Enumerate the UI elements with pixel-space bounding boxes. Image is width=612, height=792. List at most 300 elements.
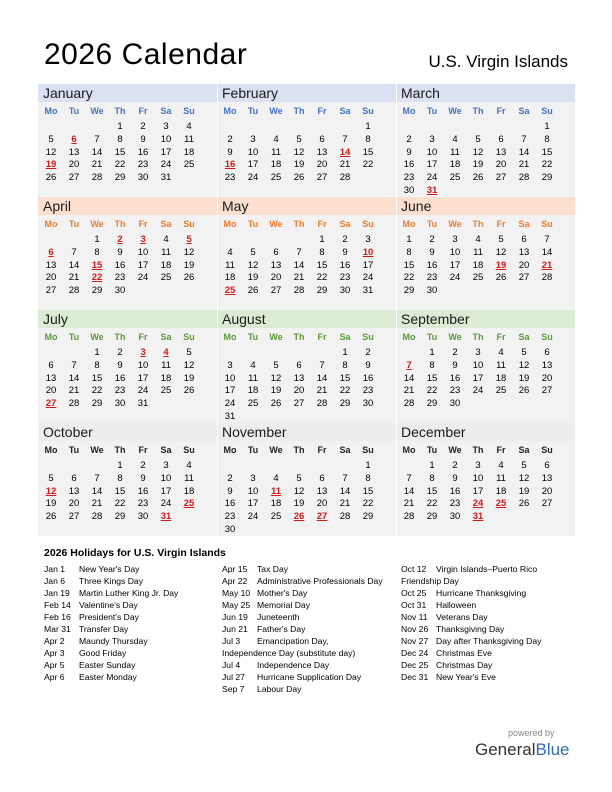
day-cell[interactable]: 2 xyxy=(227,472,233,484)
day-cell[interactable]: 19 xyxy=(518,372,530,384)
day-cell[interactable]: 12 xyxy=(472,146,484,158)
day-cell[interactable]: 5 xyxy=(521,347,527,358)
day-cell[interactable]: 6 xyxy=(296,359,302,371)
day-cell[interactable]: 28 xyxy=(68,398,80,410)
day-cell[interactable]: 16 xyxy=(137,485,149,497)
day-cell[interactable]: 13 xyxy=(68,485,80,497)
day-cell[interactable]: 24 xyxy=(247,511,259,523)
day-cell[interactable]: 31 xyxy=(160,172,172,184)
day-cell[interactable]: 28 xyxy=(316,398,328,410)
day-cell[interactable]: 13 xyxy=(316,146,328,158)
day-cell[interactable]: 15 xyxy=(541,146,553,158)
day-cell[interactable]: 7 xyxy=(521,133,527,145)
day-cell[interactable]: 22 xyxy=(91,385,103,397)
day-cell[interactable]: 20 xyxy=(541,485,553,497)
day-cell[interactable]: 24 xyxy=(137,385,149,397)
day-cell[interactable]: 21 xyxy=(68,385,80,397)
day-cell[interactable]: 24 xyxy=(247,172,259,184)
day-cell[interactable]: 10 xyxy=(160,133,172,145)
day-cell[interactable]: 21 xyxy=(91,498,103,510)
day-cell[interactable]: 11 xyxy=(496,472,506,484)
day-cell[interactable]: 20 xyxy=(270,272,282,284)
day-cell[interactable]: 8 xyxy=(365,133,371,145)
day-cell[interactable]: 18 xyxy=(449,159,461,171)
holiday-day-cell[interactable]: 3 xyxy=(140,234,146,245)
day-cell[interactable]: 12 xyxy=(183,246,195,258)
day-cell[interactable]: 2 xyxy=(452,460,458,471)
day-cell[interactable]: 29 xyxy=(316,285,328,297)
day-cell[interactable]: 16 xyxy=(449,485,461,497)
day-cell[interactable]: 15 xyxy=(114,485,126,497)
holiday-day-cell[interactable]: 2 xyxy=(117,234,123,245)
day-cell[interactable]: 20 xyxy=(68,159,80,171)
day-cell[interactable]: 3 xyxy=(163,121,169,132)
day-cell[interactable]: 30 xyxy=(403,185,415,196)
day-cell[interactable]: 12 xyxy=(518,359,530,371)
day-cell[interactable]: 13 xyxy=(495,146,507,158)
day-cell[interactable]: 17 xyxy=(160,485,172,497)
day-cell[interactable]: 11 xyxy=(473,246,483,258)
day-cell[interactable]: 8 xyxy=(429,472,435,484)
day-cell[interactable]: 18 xyxy=(183,146,195,158)
day-cell[interactable]: 18 xyxy=(270,159,282,171)
day-cell[interactable]: 15 xyxy=(426,485,438,497)
day-cell[interactable]: 3 xyxy=(250,133,256,145)
day-cell[interactable]: 26 xyxy=(247,285,259,297)
day-cell[interactable]: 9 xyxy=(365,359,371,371)
day-cell[interactable]: 27 xyxy=(68,511,80,523)
day-cell[interactable]: 8 xyxy=(319,246,325,258)
day-cell[interactable]: 23 xyxy=(339,272,351,284)
day-cell[interactable]: 21 xyxy=(68,272,80,284)
day-cell[interactable]: 29 xyxy=(91,398,103,410)
day-cell[interactable]: 27 xyxy=(518,272,530,284)
day-cell[interactable]: 11 xyxy=(184,133,194,145)
day-cell[interactable]: 28 xyxy=(293,285,305,297)
day-cell[interactable]: 14 xyxy=(68,372,80,384)
holiday-day-cell[interactable]: 5 xyxy=(186,234,192,245)
day-cell[interactable]: 12 xyxy=(293,485,305,497)
day-cell[interactable]: 7 xyxy=(319,359,325,371)
day-cell[interactable]: 17 xyxy=(449,259,461,271)
day-cell[interactable]: 31 xyxy=(224,411,236,422)
day-cell[interactable]: 5 xyxy=(521,460,527,471)
day-cell[interactable]: 16 xyxy=(224,498,236,510)
day-cell[interactable]: 7 xyxy=(71,246,77,258)
day-cell[interactable]: 8 xyxy=(429,359,435,371)
day-cell[interactable]: 1 xyxy=(365,121,371,132)
day-cell[interactable]: 23 xyxy=(114,385,126,397)
day-cell[interactable]: 2 xyxy=(406,133,412,145)
day-cell[interactable]: 12 xyxy=(270,372,282,384)
day-cell[interactable]: 25 xyxy=(449,172,461,184)
day-cell[interactable]: 14 xyxy=(91,485,103,497)
day-cell[interactable]: 24 xyxy=(362,272,374,284)
holiday-day-cell[interactable]: 31 xyxy=(160,511,172,523)
day-cell[interactable]: 11 xyxy=(496,359,506,371)
day-cell[interactable]: 3 xyxy=(250,472,256,484)
day-cell[interactable]: 6 xyxy=(71,472,77,484)
day-cell[interactable]: 20 xyxy=(293,385,305,397)
day-cell[interactable]: 19 xyxy=(45,498,57,510)
day-cell[interactable]: 30 xyxy=(137,511,149,523)
day-cell[interactable]: 28 xyxy=(339,511,351,523)
day-cell[interactable]: 9 xyxy=(452,359,458,371)
holiday-day-cell[interactable]: 31 xyxy=(472,511,484,523)
day-cell[interactable]: 28 xyxy=(68,285,80,297)
day-cell[interactable]: 12 xyxy=(495,246,507,258)
day-cell[interactable]: 22 xyxy=(316,272,328,284)
day-cell[interactable]: 29 xyxy=(541,172,553,184)
day-cell[interactable]: 15 xyxy=(426,372,438,384)
day-cell[interactable]: 2 xyxy=(140,121,146,132)
day-cell[interactable]: 13 xyxy=(68,146,80,158)
day-cell[interactable]: 13 xyxy=(293,372,305,384)
day-cell[interactable]: 19 xyxy=(518,485,530,497)
day-cell[interactable]: 12 xyxy=(293,146,305,158)
day-cell[interactable]: 5 xyxy=(186,347,192,358)
day-cell[interactable]: 30 xyxy=(449,511,461,523)
day-cell[interactable]: 15 xyxy=(362,146,374,158)
day-cell[interactable]: 10 xyxy=(160,472,172,484)
day-cell[interactable]: 24 xyxy=(224,398,236,410)
day-cell[interactable]: 26 xyxy=(472,172,484,184)
day-cell[interactable]: 16 xyxy=(114,372,126,384)
day-cell[interactable]: 19 xyxy=(293,159,305,171)
day-cell[interactable]: 16 xyxy=(362,372,374,384)
day-cell[interactable]: 13 xyxy=(270,259,282,271)
day-cell[interactable]: 29 xyxy=(362,511,374,523)
day-cell[interactable]: 1 xyxy=(117,460,123,471)
holiday-day-cell[interactable]: 26 xyxy=(293,511,305,523)
day-cell[interactable]: 16 xyxy=(339,259,351,271)
day-cell[interactable]: 18 xyxy=(224,272,236,284)
day-cell[interactable]: 7 xyxy=(544,234,550,245)
day-cell[interactable]: 7 xyxy=(296,246,302,258)
day-cell[interactable]: 7 xyxy=(94,133,100,145)
day-cell[interactable]: 4 xyxy=(250,359,256,371)
day-cell[interactable]: 19 xyxy=(293,498,305,510)
day-cell[interactable]: 28 xyxy=(518,172,530,184)
day-cell[interactable]: 18 xyxy=(270,498,282,510)
day-cell[interactable]: 15 xyxy=(91,372,103,384)
holiday-day-cell[interactable]: 24 xyxy=(472,498,484,510)
holiday-day-cell[interactable]: 21 xyxy=(541,259,553,271)
day-cell[interactable]: 5 xyxy=(498,234,504,245)
day-cell[interactable]: 13 xyxy=(541,359,553,371)
day-cell[interactable]: 13 xyxy=(316,485,328,497)
day-cell[interactable]: 30 xyxy=(449,398,461,410)
day-cell[interactable]: 3 xyxy=(227,359,233,371)
day-cell[interactable]: 11 xyxy=(271,146,281,158)
day-cell[interactable]: 13 xyxy=(45,259,57,271)
day-cell[interactable]: 23 xyxy=(114,272,126,284)
day-cell[interactable]: 29 xyxy=(403,285,415,297)
day-cell[interactable]: 16 xyxy=(449,372,461,384)
day-cell[interactable]: 22 xyxy=(426,385,438,397)
day-cell[interactable]: 17 xyxy=(160,146,172,158)
day-cell[interactable]: 25 xyxy=(495,385,507,397)
day-cell[interactable]: 23 xyxy=(449,385,461,397)
day-cell[interactable]: 21 xyxy=(316,385,328,397)
day-cell[interactable]: 18 xyxy=(495,372,507,384)
day-cell[interactable]: 8 xyxy=(94,359,100,371)
day-cell[interactable]: 26 xyxy=(293,172,305,184)
day-cell[interactable]: 10 xyxy=(426,146,438,158)
day-cell[interactable]: 3 xyxy=(475,347,481,358)
day-cell[interactable]: 2 xyxy=(429,234,435,245)
day-cell[interactable]: 21 xyxy=(339,159,351,171)
day-cell[interactable]: 19 xyxy=(247,272,259,284)
day-cell[interactable]: 12 xyxy=(183,359,195,371)
day-cell[interactable]: 27 xyxy=(495,172,507,184)
day-cell[interactable]: 25 xyxy=(270,511,282,523)
day-cell[interactable]: 2 xyxy=(365,347,371,358)
day-cell[interactable]: 22 xyxy=(426,498,438,510)
day-cell[interactable]: 11 xyxy=(184,472,194,484)
day-cell[interactable]: 31 xyxy=(362,285,374,297)
day-cell[interactable]: 1 xyxy=(342,347,348,358)
day-cell[interactable]: 8 xyxy=(117,472,123,484)
day-cell[interactable]: 19 xyxy=(472,159,484,171)
day-cell[interactable]: 24 xyxy=(449,272,461,284)
day-cell[interactable]: 22 xyxy=(114,159,126,171)
day-cell[interactable]: 13 xyxy=(518,246,530,258)
day-cell[interactable]: 7 xyxy=(406,472,412,484)
day-cell[interactable]: 2 xyxy=(140,460,146,471)
day-cell[interactable]: 14 xyxy=(518,146,530,158)
day-cell[interactable]: 18 xyxy=(160,259,172,271)
day-cell[interactable]: 18 xyxy=(495,485,507,497)
day-cell[interactable]: 8 xyxy=(544,133,550,145)
day-cell[interactable]: 15 xyxy=(403,259,415,271)
day-cell[interactable]: 14 xyxy=(541,246,553,258)
day-cell[interactable]: 22 xyxy=(362,498,374,510)
day-cell[interactable]: 16 xyxy=(426,259,438,271)
day-cell[interactable]: 24 xyxy=(160,498,172,510)
day-cell[interactable]: 10 xyxy=(247,146,259,158)
day-cell[interactable]: 10 xyxy=(472,359,484,371)
day-cell[interactable]: 8 xyxy=(117,133,123,145)
day-cell[interactable]: 1 xyxy=(117,121,123,132)
day-cell[interactable]: 27 xyxy=(541,385,553,397)
day-cell[interactable]: 26 xyxy=(45,511,57,523)
day-cell[interactable]: 19 xyxy=(270,385,282,397)
day-cell[interactable]: 8 xyxy=(94,246,100,258)
holiday-day-cell[interactable]: 25 xyxy=(183,498,195,510)
day-cell[interactable]: 20 xyxy=(316,159,328,171)
day-cell[interactable]: 26 xyxy=(495,272,507,284)
day-cell[interactable]: 5 xyxy=(273,359,279,371)
day-cell[interactable]: 19 xyxy=(183,372,195,384)
day-cell[interactable]: 23 xyxy=(426,272,438,284)
day-cell[interactable]: 6 xyxy=(319,133,325,145)
day-cell[interactable]: 10 xyxy=(137,359,149,371)
day-cell[interactable]: 9 xyxy=(406,146,412,158)
day-cell[interactable]: 1 xyxy=(544,121,550,132)
day-cell[interactable]: 21 xyxy=(403,385,415,397)
day-cell[interactable]: 27 xyxy=(270,285,282,297)
day-cell[interactable]: 26 xyxy=(183,385,195,397)
day-cell[interactable]: 14 xyxy=(339,485,351,497)
day-cell[interactable]: 20 xyxy=(518,259,530,271)
day-cell[interactable]: 17 xyxy=(224,385,236,397)
day-cell[interactable]: 10 xyxy=(472,472,484,484)
day-cell[interactable]: 29 xyxy=(339,398,351,410)
day-cell[interactable]: 2 xyxy=(342,234,348,245)
day-cell[interactable]: 14 xyxy=(403,372,415,384)
day-cell[interactable]: 18 xyxy=(472,259,484,271)
day-cell[interactable]: 8 xyxy=(406,246,412,258)
day-cell[interactable]: 19 xyxy=(183,259,195,271)
day-cell[interactable]: 24 xyxy=(426,172,438,184)
day-cell[interactable]: 26 xyxy=(518,498,530,510)
day-cell[interactable]: 3 xyxy=(365,234,371,245)
day-cell[interactable]: 3 xyxy=(452,234,458,245)
day-cell[interactable]: 5 xyxy=(250,246,256,258)
day-cell[interactable]: 25 xyxy=(160,385,172,397)
day-cell[interactable]: 21 xyxy=(339,498,351,510)
day-cell[interactable]: 2 xyxy=(117,347,123,358)
day-cell[interactable]: 1 xyxy=(406,234,412,245)
day-cell[interactable]: 23 xyxy=(137,159,149,171)
day-cell[interactable]: 6 xyxy=(544,460,550,471)
day-cell[interactable]: 12 xyxy=(518,472,530,484)
day-cell[interactable]: 20 xyxy=(68,498,80,510)
day-cell[interactable]: 23 xyxy=(224,172,236,184)
holiday-day-cell[interactable]: 19 xyxy=(45,159,57,171)
holiday-day-cell[interactable]: 22 xyxy=(91,272,103,284)
day-cell[interactable]: 9 xyxy=(227,146,233,158)
day-cell[interactable]: 17 xyxy=(362,259,374,271)
day-cell[interactable]: 27 xyxy=(293,398,305,410)
day-cell[interactable]: 16 xyxy=(403,159,415,171)
day-cell[interactable]: 29 xyxy=(426,511,438,523)
day-cell[interactable]: 4 xyxy=(227,246,233,258)
holiday-day-cell[interactable]: 27 xyxy=(316,511,328,523)
day-cell[interactable]: 29 xyxy=(426,398,438,410)
day-cell[interactable]: 4 xyxy=(273,472,279,484)
day-cell[interactable]: 20 xyxy=(495,159,507,171)
day-cell[interactable]: 28 xyxy=(403,398,415,410)
day-cell[interactable]: 10 xyxy=(247,485,259,497)
day-cell[interactable]: 17 xyxy=(472,372,484,384)
day-cell[interactable]: 9 xyxy=(117,359,123,371)
holiday-day-cell[interactable]: 31 xyxy=(426,185,438,196)
day-cell[interactable]: 26 xyxy=(183,272,195,284)
day-cell[interactable]: 4 xyxy=(186,460,192,471)
day-cell[interactable]: 31 xyxy=(137,398,149,410)
day-cell[interactable]: 30 xyxy=(137,172,149,184)
day-cell[interactable]: 17 xyxy=(247,159,259,171)
holiday-day-cell[interactable]: 14 xyxy=(339,146,351,158)
day-cell[interactable]: 24 xyxy=(137,272,149,284)
day-cell[interactable]: 6 xyxy=(521,234,527,245)
day-cell[interactable]: 26 xyxy=(45,172,57,184)
day-cell[interactable]: 17 xyxy=(472,485,484,497)
day-cell[interactable]: 28 xyxy=(403,511,415,523)
day-cell[interactable]: 22 xyxy=(339,385,351,397)
day-cell[interactable]: 16 xyxy=(114,259,126,271)
holiday-day-cell[interactable]: 10 xyxy=(362,246,374,258)
day-cell[interactable]: 3 xyxy=(475,460,481,471)
day-cell[interactable]: 6 xyxy=(544,347,550,358)
day-cell[interactable]: 14 xyxy=(293,259,305,271)
day-cell[interactable]: 6 xyxy=(48,359,54,371)
day-cell[interactable]: 14 xyxy=(68,259,80,271)
day-cell[interactable]: 8 xyxy=(342,359,348,371)
day-cell[interactable]: 17 xyxy=(137,259,149,271)
day-cell[interactable]: 30 xyxy=(114,398,126,410)
day-cell[interactable]: 7 xyxy=(71,359,77,371)
day-cell[interactable]: 15 xyxy=(114,146,126,158)
day-cell[interactable]: 14 xyxy=(91,146,103,158)
day-cell[interactable]: 1 xyxy=(94,234,100,245)
holiday-day-cell[interactable]: 19 xyxy=(495,259,507,271)
day-cell[interactable]: 21 xyxy=(403,498,415,510)
day-cell[interactable]: 23 xyxy=(137,498,149,510)
day-cell[interactable]: 4 xyxy=(498,460,504,471)
day-cell[interactable]: 9 xyxy=(429,246,435,258)
day-cell[interactable]: 18 xyxy=(160,372,172,384)
day-cell[interactable]: 10 xyxy=(224,372,236,384)
day-cell[interactable]: 2 xyxy=(452,347,458,358)
holiday-day-cell[interactable]: 16 xyxy=(224,159,236,171)
holiday-day-cell[interactable]: 11 xyxy=(270,485,282,497)
day-cell[interactable]: 27 xyxy=(541,498,553,510)
day-cell[interactable]: 20 xyxy=(45,385,57,397)
day-cell[interactable]: 10 xyxy=(137,246,149,258)
day-cell[interactable]: 11 xyxy=(450,146,460,158)
day-cell[interactable]: 9 xyxy=(342,246,348,258)
holiday-day-cell[interactable]: 27 xyxy=(45,398,57,410)
day-cell[interactable]: 23 xyxy=(403,172,415,184)
day-cell[interactable]: 12 xyxy=(247,259,259,271)
day-cell[interactable]: 20 xyxy=(316,498,328,510)
day-cell[interactable]: 22 xyxy=(403,272,415,284)
day-cell[interactable]: 28 xyxy=(541,272,553,284)
day-cell[interactable]: 5 xyxy=(475,133,481,145)
day-cell[interactable]: 7 xyxy=(342,472,348,484)
day-cell[interactable]: 17 xyxy=(137,372,149,384)
day-cell[interactable]: 17 xyxy=(426,159,438,171)
day-cell[interactable]: 1 xyxy=(319,234,325,245)
day-cell[interactable]: 1 xyxy=(429,460,435,471)
day-cell[interactable]: 21 xyxy=(518,159,530,171)
day-cell[interactable]: 26 xyxy=(518,385,530,397)
day-cell[interactable]: 5 xyxy=(48,133,54,145)
day-cell[interactable]: 11 xyxy=(225,259,235,271)
holiday-day-cell[interactable]: 25 xyxy=(224,285,236,297)
day-cell[interactable]: 22 xyxy=(114,498,126,510)
holiday-day-cell[interactable]: 25 xyxy=(495,498,507,510)
day-cell[interactable]: 1 xyxy=(429,347,435,358)
day-cell[interactable]: 9 xyxy=(140,133,146,145)
day-cell[interactable]: 10 xyxy=(449,246,461,258)
day-cell[interactable]: 27 xyxy=(68,172,80,184)
day-cell[interactable]: 14 xyxy=(403,485,415,497)
day-cell[interactable]: 25 xyxy=(160,272,172,284)
day-cell[interactable]: 5 xyxy=(296,133,302,145)
holiday-day-cell[interactable]: 4 xyxy=(163,347,169,358)
day-cell[interactable]: 6 xyxy=(273,246,279,258)
holiday-day-cell[interactable]: 15 xyxy=(91,259,103,271)
day-cell[interactable]: 21 xyxy=(91,159,103,171)
holiday-day-cell[interactable]: 6 xyxy=(71,133,77,145)
holiday-day-cell[interactable]: 12 xyxy=(45,485,57,497)
day-cell[interactable]: 4 xyxy=(273,133,279,145)
day-cell[interactable]: 13 xyxy=(541,472,553,484)
